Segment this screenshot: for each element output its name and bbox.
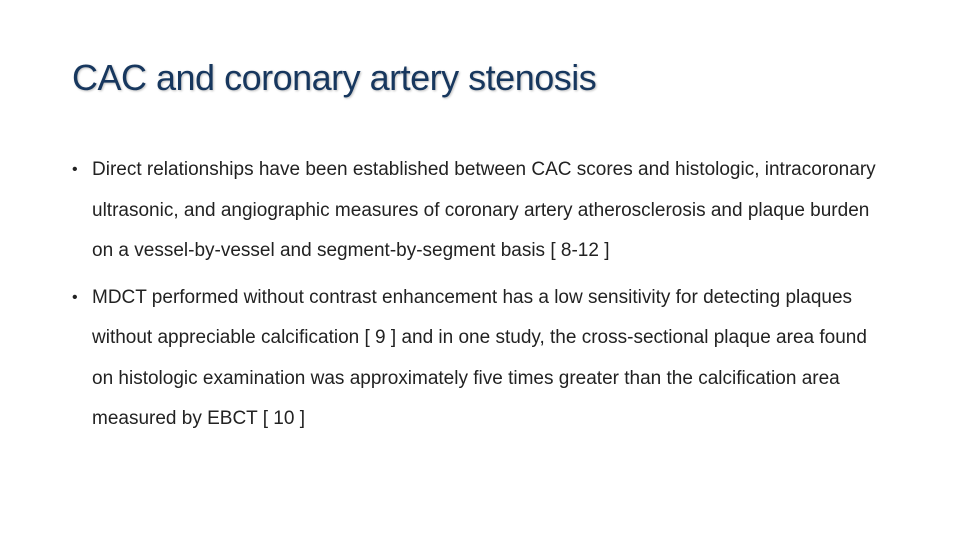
bullet-item bbox=[72, 278, 882, 440]
bullet-dot-icon: • bbox=[72, 288, 78, 306]
slide-title: CAC and coronary artery stenosis bbox=[72, 57, 597, 98]
bullet-text: Direct relationships have been established between CAC scores and histologic, intracoronary ultrasonic, and angiographic measures of coronary artery atherosclerosis and plaque burden on a vessel-by-vessel and segment-by-segment basis [ 8-12 ] bbox=[92, 159, 876, 261]
bullet-dot-icon: • bbox=[72, 161, 78, 178]
bullet-item bbox=[72, 150, 882, 272]
bullet-list bbox=[72, 150, 882, 446]
bullet-text: MDCT performed without contrast enhancement has a low sensitivity for detecting plaques without appreciable calcification [ 9 ] and in one study, the cross-sectional plaque area found on histologic examination was approximately five times greater than the calcification area measured by EBCT [ 10 ] bbox=[92, 286, 867, 429]
